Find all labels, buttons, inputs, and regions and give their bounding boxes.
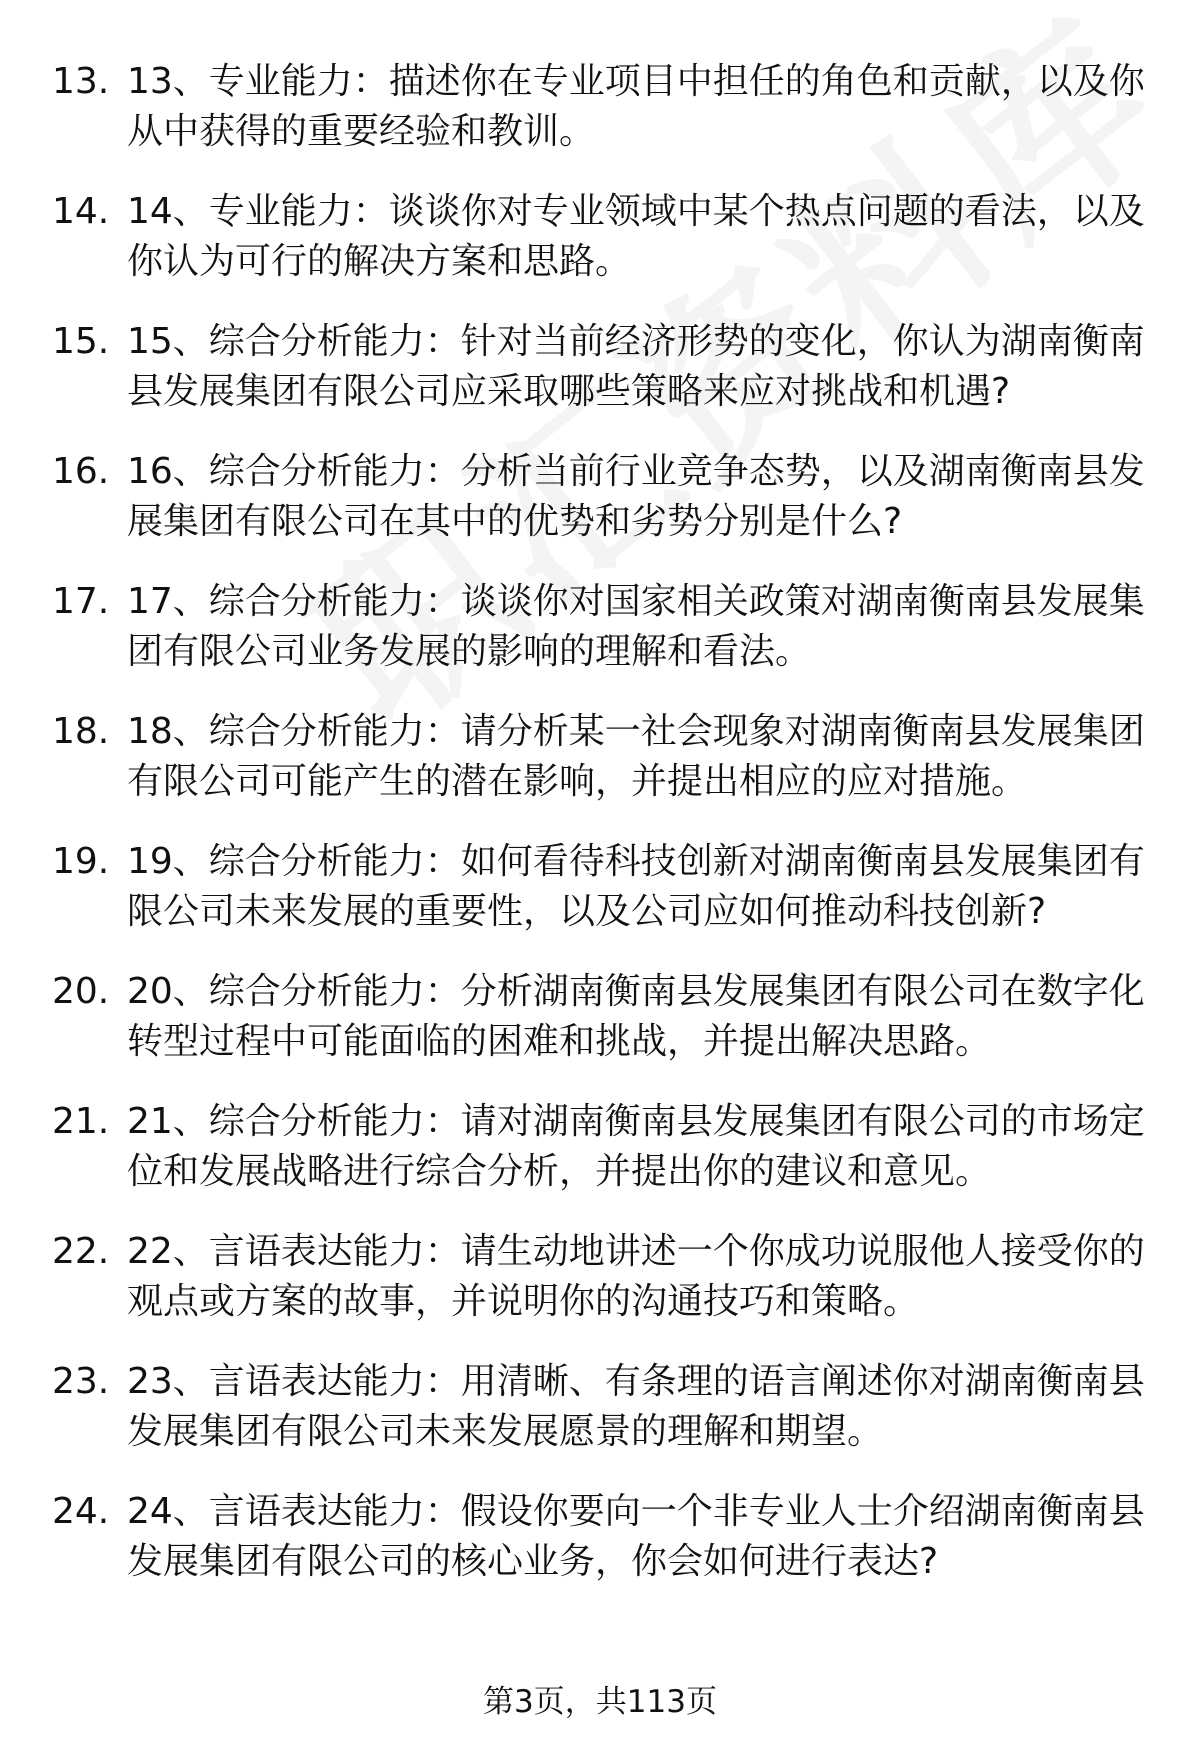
question-text: 20、综合分析能力：分析湖南衡南县发展集团有限公司在数字化转型过程中可能面临的困难和挑战，并提出解决思路。 [127, 971, 1145, 1062]
question-item [52, 837, 1152, 967]
question-text: 17、综合分析能力：谈谈你对国家相关政策对湖南衡南县发展集团有限公司业务发展的影响的理解和看法。 [127, 581, 1145, 672]
question-text: 15、综合分析能力：针对当前经济形势的变化，你认为湖南衡南县发展集团有限公司应采取哪些策略来应对挑战和机遇? [127, 321, 1145, 412]
question-item [52, 1357, 1152, 1487]
question-item [52, 707, 1152, 837]
question-text: 16、综合分析能力：分析当前行业竞争态势，以及湖南衡南县发展集团有限公司在其中的优势和劣势分别是什么? [127, 451, 1145, 542]
question-item [52, 1487, 1152, 1617]
question-item [52, 577, 1152, 707]
question-text: 23、言语表达能力：用清晰、有条理的语言阐述你对湖南衡南县发展集团有限公司未来发展愿景的理解和期望。 [127, 1361, 1145, 1452]
question-number: 16. [52, 451, 110, 492]
question-text: 18、综合分析能力：请分析某一社会现象对湖南衡南县发展集团有限公司可能产生的潜在影响，并提出相应的应对措施。 [127, 711, 1145, 802]
question-number: 17. [52, 581, 110, 622]
question-list [52, 57, 1152, 1617]
question-number: 13. [52, 61, 110, 102]
question-number: 23. [52, 1361, 110, 1402]
question-text: 14、专业能力：谈谈你对专业领域中某个热点问题的看法，以及你认为可行的解决方案和思路。 [127, 191, 1145, 282]
question-number: 20. [52, 971, 110, 1012]
question-item [52, 967, 1152, 1097]
question-item [52, 1097, 1152, 1227]
question-text: 13、专业能力：描述你在专业项目中担任的角色和贡献，以及你从中获得的重要经验和教训。 [127, 61, 1145, 152]
question-number: 15. [52, 321, 110, 362]
question-item [52, 317, 1152, 447]
question-item [52, 447, 1152, 577]
question-number: 24. [52, 1491, 110, 1532]
question-number: 14. [52, 191, 110, 232]
question-item [52, 1227, 1152, 1357]
question-text: 24、言语表达能力：假设你要向一个非专业人士介绍湖南衡南县发展集团有限公司的核心业务，你会如何进行表达? [127, 1491, 1145, 1582]
question-text: 22、言语表达能力：请生动地讲述一个你成功说服他人接受你的观点或方案的故事，并说明你的沟通技巧和策略。 [127, 1231, 1145, 1322]
page-footer: 第3页，共113页 [483, 1684, 717, 1720]
question-number: 22. [52, 1231, 110, 1272]
question-number: 19. [52, 841, 110, 882]
question-text: 19、综合分析能力：如何看待科技创新对湖南衡南县发展集团有限公司未来发展的重要性，以及公司应如何推动科技创新? [127, 841, 1145, 932]
question-text: 21、综合分析能力：请对湖南衡南县发展集团有限公司的市场定位和发展战略进行综合分析，并提出你的建议和意见。 [127, 1101, 1145, 1192]
question-item [52, 57, 1152, 187]
question-item [52, 187, 1152, 317]
question-number: 21. [52, 1101, 110, 1142]
question-number: 18. [52, 711, 110, 752]
